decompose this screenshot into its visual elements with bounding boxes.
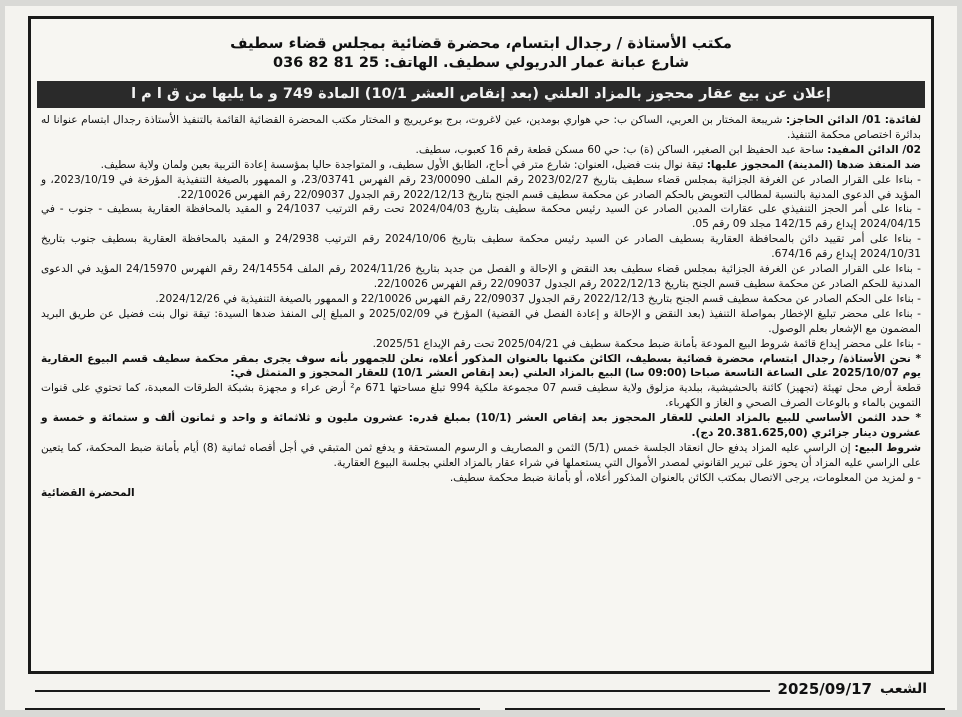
announcement-paragraph [41, 292, 921, 307]
announcement-paragraph [41, 307, 921, 337]
announcement-paragraph [41, 381, 921, 411]
paragraph-text: - بناءا على القرار الصادر عن الغرفة الجزائية بمجلس قضاء سطيف بعد النقض و الإحالة و الفصل من جديد بتاريخ 2024/11/26 رقم الملف 24/14554 رقم الفهرس 24/15970 المؤيد في الدعوى المدنية للحكم الصادر عن محكمة سطيف قسم الجنح بتاريخ 2022/12/13 رقم الجدول 22/09037 رقم الفهرس 22/10026. [41, 263, 921, 290]
office-title: مكتب الأستاذة / رجدال ابتسام، محضرة قضائية بمجلس قضاء سطيف [230, 34, 732, 52]
announcement-paragraph [41, 202, 921, 232]
announcement-box [28, 16, 934, 674]
announcement-paragraph [41, 471, 921, 486]
paragraph-text: شريبعة المختار بن العربي، الساكن ب: حي هواري بومدين، عين لاغروت، برج بوعريريج و المختار مكتب المحضرة القضائية القائمة بالتنفيذ الأستاذة رجدال ابتسام عنوانا له بدائرة اختصاص محكمة التنفيذ. [41, 114, 921, 141]
announcement-paragraph [41, 232, 921, 262]
announcement-paragraph [41, 143, 921, 158]
paragraph-text: - بناءا على أمر تقييد دائن بالمحافظة العقارية بسطيف الصادر عن السيد رئيس محكمة سطيف بتاريخ 2024/10/06 رقم الترتيب 24/2938 و المقيد بالمحافظة العقارية بسطيف جنوب بتاريخ 2024/10/31 إيداع رقم 674/16. [41, 233, 921, 261]
announcement-paragraph [41, 158, 921, 173]
signature-row [41, 486, 921, 501]
announcement-paragraph [41, 113, 921, 143]
paragraph-label: ضد المنفذ ضدها (المدينة) المحجوز عليها: [706, 158, 921, 171]
paragraph-label: لفائدة: 01/ الدائن الحاجز: [785, 114, 921, 126]
paragraph-text: - و لمزيد من المعلومات، يرجى الاتصال بمكتب الكائن بالعنوان المذكور أعلاه، أو بأمانة ضبط محكمة سطيف. [449, 471, 921, 484]
announcement-paragraph [41, 352, 921, 382]
footer-rule [35, 690, 770, 692]
announcement-body [31, 108, 931, 501]
publication-name: الشعب [879, 681, 927, 697]
announcement-paragraph [41, 262, 921, 292]
paragraph-text: - بناءا على محضر إيداع قائمة شروط البيع المودعة بأمانة ضبط محكمة سطيف في 2025/04/21 تحت رقم الإيداع 2025/51. [372, 337, 921, 350]
paragraph-text: - بناءا على القرار الصادر عن الغرفة الجزائية بمجلس قضاء سطيف بتاريخ 2023/02/27 رقم الملف 23/00090 رقم الفهرس 23/03741، و الممهور بالصيغة التنفيذية المؤرخة في 2023/10/19، و المؤيد في الدعوى المدنية بالنسبة لمطالب التعويض بالحكم الصادر عن محكمة سطيف قسم الجنح بتاريخ 2022/12/13 رقم الجدول 22/09037 رقم الفهرس 22/10026. [41, 173, 921, 201]
paragraph-label: شروط البيع: [854, 441, 922, 454]
paragraph-text: ساحة عبد الحفيظ ابن الصغير، الساكن (ة) ب: حي 60 مسكن قطعة رقم 16 كعبوب، سطيف. [415, 143, 824, 156]
announcement-banner: إعلان عن بيع عقار محجوز بالمزاد العلني (بعد إنقاص العشر 10/1) المادة 749 و ما يليها من ق ا م ا [37, 81, 925, 108]
paragraph-text: - بناءا على أمر الحجز التنفيذي على عقارات المدين الصادر عن السيد رئيس محكمة سطيف بتاريخ 2024/04/03 تحت رقم الترتيب 24/1037 و المقيد بالمحافظة العقارية بسطيف - جنوب - في 2024/04/15 إيداع رقم 142/15 مجلد 09 رقم 05. [41, 203, 921, 231]
page-footer [35, 676, 927, 702]
paragraph-label: 02/ الدائن المفيد: [827, 143, 921, 156]
paragraph-text: - بناءا على الحكم الصادر عن محكمة سطيف قسم الجنح بتاريخ 2022/12/13 رقم الجدول 22/09037 رقم الفهرس 22/10026 و الممهور بالصيغة التنفيذية في 2024/12/26. [155, 292, 921, 305]
bottom-rule-right [505, 708, 945, 710]
paragraph-label: * نحن الأستاذة/ رجدال ابتسام، محضرة قضائية بسطيف، الكائن مكتبها بالعنوان المذكور أعلاه، نعلن للجمهور بأنه سوف يجرى بمقر محكمة سطيف قسم البيوع العقارية يوم 2025/10/07 على الساعة التاسعة صباحا (09:00 سا) البيع بالمزاد العلني (بعد إنقاص العشر 10/1) للعقار المحجوز و المتمثل في: [41, 352, 921, 380]
paragraph-label: * حدد الثمن الأساسي للبيع بالمزاد العلني للعقار المحجوز بعد إنقاص العشر (10/1) بمبلغ قدره: عشرون مليون و ثلاثمائة و واحد و ثمانون ألف و ستمائة و خمسة و عشرون دينار جزائري (20.381.625,00 دج). [41, 412, 921, 440]
bottom-rules [5, 706, 957, 716]
office-address: شارع عبانة عمار الدريولي سطيف. الهاتف: 25 81 82 036 [272, 55, 689, 71]
publication-date: 2025/09/17 [777, 680, 872, 698]
announcement-paragraph [41, 337, 921, 352]
paragraph-text: إن الراسي عليه المزاد يدفع حال انعقاد الجلسة خمس (5/1) الثمن و المصاريف و الرسوم المستحقة و يدفع ثمن المتبقي في أجل أقصاه ثمانية (8) أيام بأمانة ضبط المحكمة، كما يتعين على الراسي عليه المزاد أن يحوز على تبرير القانوني لمصدر الأموال التي يستعملها في شراء عقار بالمزاد العلني بجلسة البيوع العقارية. [41, 441, 921, 469]
signature: المحضرة القضائية [41, 486, 135, 499]
announcement-paragraph [41, 173, 921, 203]
office-header [31, 19, 931, 73]
newspaper-page [5, 6, 957, 710]
paragraph-text: - بناءا على محضر تبليغ الإخطار بمواصلة التنفيذ (بعد النقض و الإحالة و إعادة الفصل في القضية) المؤرخ في 2025/02/09 و المبلغ إلى المنفذ ضدها السيدة: تيقة نوال بنت فضيل عن طريق البريد المضمون مع الإشعار بعلم الوصول. [41, 307, 921, 335]
paragraph-text: قطعة أرض محل تهيئة (تجهيز) كائنة بالحشيشية، ببلدية مزلوق ولاية سطيف قسم 07 مجموعة ملكية 994 تبلغ مساحتها 671 م² أرض عراء و مجهزة بشبكة الطرقات المعبدة، كما تحتوي على قنوات التموين بالماء و بالوعات الصرف الصحي و الغاز و الكهرباء. [41, 382, 922, 410]
paragraph-text: تيقة نوال بنت فضيل، العنوان: شارع متر في أحاج، الطابق الأول سطيف، و المتواجدة حاليا بمؤسسة إعادة التربية بعين ولمان ولاية سطيف. [100, 158, 704, 171]
announcement-paragraph [41, 441, 921, 471]
announcement-paragraph [41, 411, 921, 441]
bottom-rule-left [25, 708, 480, 710]
